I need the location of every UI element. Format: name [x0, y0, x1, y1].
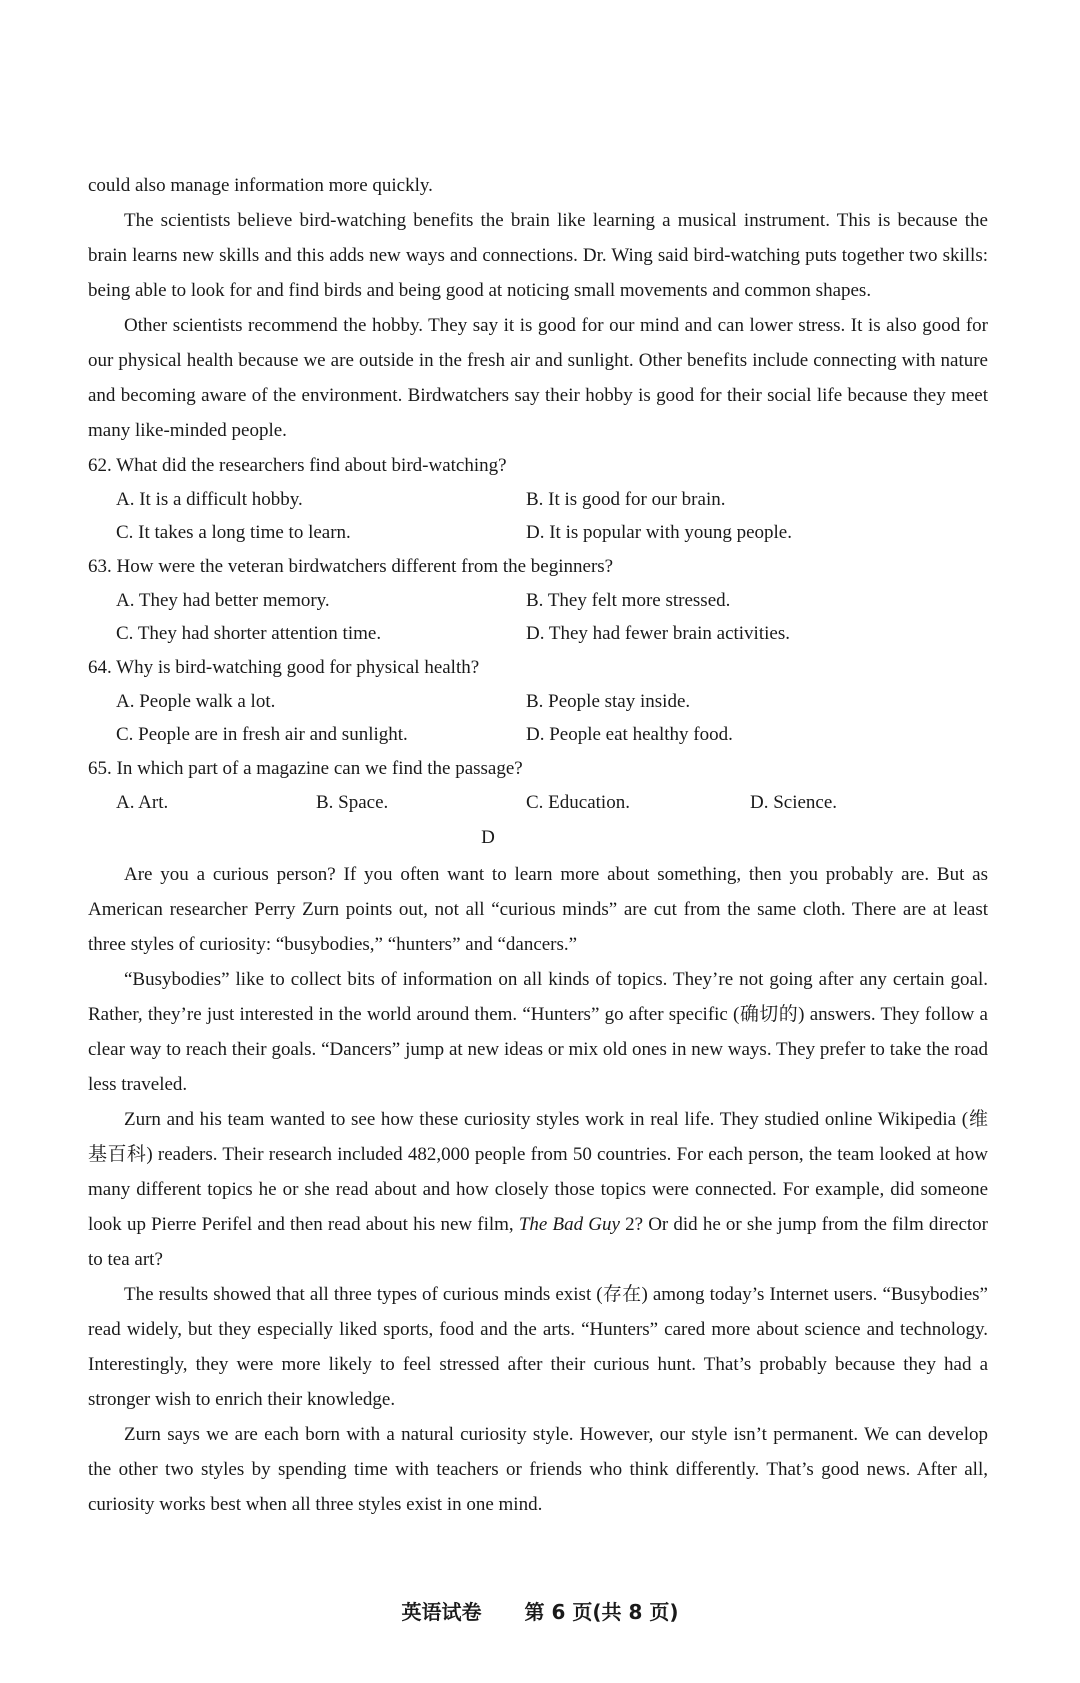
question-62 — [88, 448, 988, 549]
exam-page — [88, 168, 988, 1522]
question-options — [88, 584, 988, 650]
footer-subject: 英语试卷 — [401, 1600, 482, 1624]
option-c: C. It takes a long time to learn. — [116, 522, 351, 543]
option-d: D. It is popular with young people. — [526, 522, 792, 543]
option-b: B. They felt more stressed. — [526, 590, 731, 611]
passage-d-paragraph-1: Are you a curious person? If you often want to learn more about something, then you probably are. But as American researcher Perry Zurn points out, not all “curious minds” are cut from the same cloth. There are at least three styles of curiosity: “busybodies,” “hunters” and “dancers.” — [88, 864, 988, 955]
film-title: The Bad Guy — [518, 1214, 620, 1235]
question-options — [88, 786, 988, 819]
option-b: B. Space. — [316, 792, 389, 813]
question-65 — [88, 751, 988, 819]
option-a: A. It is a difficult hobby. — [116, 489, 303, 510]
option-d: D. They had fewer brain activities. — [526, 623, 790, 644]
passage-c-paragraph-2: Other scientists recommend the hobby. They say it is good for our mind and can lower stress. It is also good for our physical health because we are outside in the fresh air and sunlight. Other benefits include connecting with nature and becoming aware of the environment. Birdwatchers say their hobby is good for their social life because they meet many like-minded people. — [88, 315, 988, 441]
footer-page-number: 第 6 页(共 8 页) — [524, 1600, 679, 1624]
passage-d-paragraph-2: “Busybodies” like to collect bits of information on all kinds of topics. They’re not going after any certain goal. Rather, they’re just interested in the world around them. “Hunters” go after specific (确切的) answers. They follow a clear way to reach their goals. “Dancers” jump at new ideas or mix old ones in new ways. They prefer to take the road less traveled. — [88, 969, 988, 1095]
page-footer — [0, 1596, 1080, 1625]
question-stem: 65. In which part of a magazine can we find the passage? — [88, 758, 523, 779]
question-63 — [88, 549, 988, 650]
question-stem: 62. What did the researchers find about bird-watching? — [88, 455, 507, 476]
option-c: C. People are in fresh air and sunlight. — [116, 724, 408, 745]
option-b: B. People stay inside. — [526, 691, 691, 712]
passage-d-paragraph-4: The results showed that all three types of curious minds exist (存在) among today’s Internet users. “Busybodies” read widely, but they especially liked sports, food and the arts. “Hunters” cared more about science and technology. Interestingly, they were more likely to feel stressed after their curious hunt. That’s probably because they had a stronger wish to enrich their knowledge. — [88, 1284, 988, 1410]
question-options — [88, 685, 988, 751]
passage-d-heading: D — [481, 827, 495, 848]
passage-c-paragraph-0: could also manage information more quickly. — [88, 175, 433, 196]
option-a: A. Art. — [116, 792, 169, 813]
option-d: D. People eat healthy food. — [526, 724, 733, 745]
option-a: A. They had better memory. — [116, 590, 330, 611]
question-stem: 64. Why is bird-watching good for physical health? — [88, 657, 480, 678]
paragraph-text: Zurn and his team wanted to see how these curiosity styles work in real life. They studied online Wikipedia (维基百科) readers. Their research included 482,000 people from 50 countries. For each person, the team looked at how many different topics he or she read about and how closely those topics were connected. For example, did someone look up Pierre Perifel and then read about his new film, — [88, 1109, 988, 1235]
option-d: D. Science. — [750, 792, 838, 813]
question-options — [88, 483, 988, 549]
passage-d-paragraph-3 — [88, 1102, 988, 1277]
option-c: C. They had shorter attention time. — [116, 623, 382, 644]
option-c: C. Education. — [526, 792, 630, 813]
option-b: B. It is good for our brain. — [526, 489, 726, 510]
option-a: A. People walk a lot. — [116, 691, 276, 712]
question-64 — [88, 650, 988, 751]
passage-d-paragraph-5: Zurn says we are each born with a natural curiosity style. However, our style isn’t permanent. We can develop the other two styles by spending time with teachers or friends who think differently. That’s good news. After all, curiosity works best when all three styles exist in one mind. — [88, 1424, 988, 1515]
passage-c-paragraph-1: The scientists believe bird-watching benefits the brain like learning a musical instrument. This is because the brain learns new skills and this adds new ways and connections. Dr. Wing said bird-watching puts together two skills: being able to look for and find birds and being good at noticing small movements and common shapes. — [88, 210, 988, 301]
paragraph-text: 2? Or did he or she jump from the film director to tea art? — [88, 1214, 988, 1270]
question-stem: 63. How were the veteran birdwatchers different from the beginners? — [88, 556, 614, 577]
